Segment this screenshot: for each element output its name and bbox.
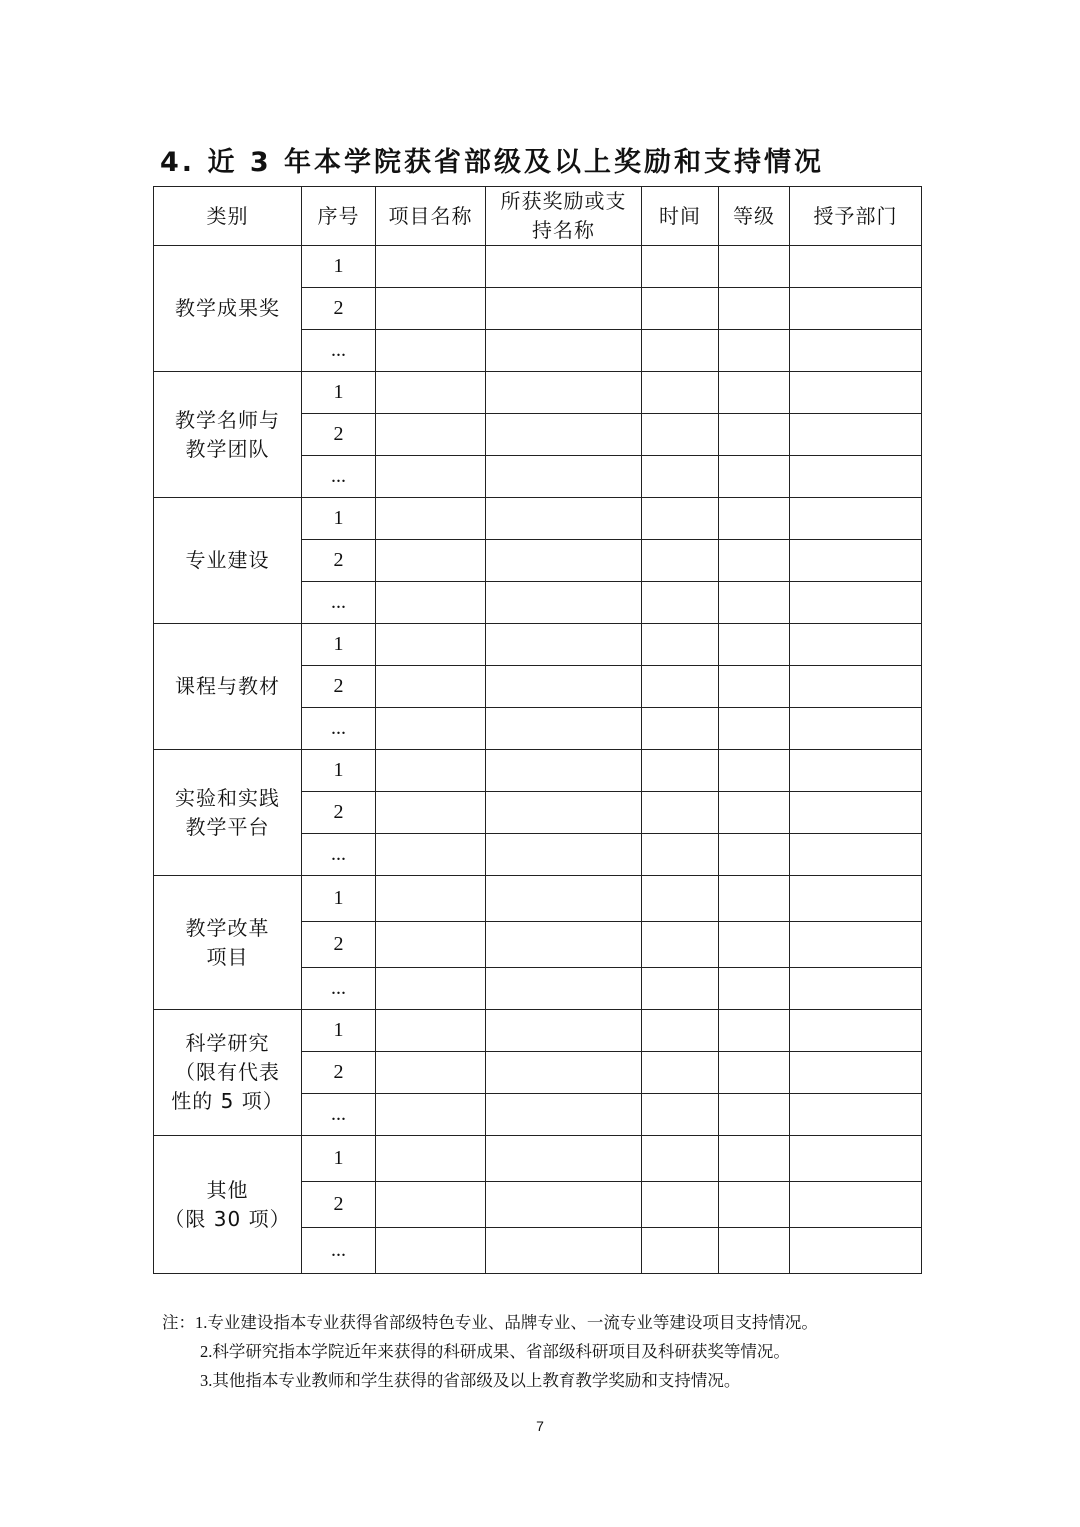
department-cell[interactable] <box>790 1052 922 1094</box>
category-label: 项目 <box>206 944 249 969</box>
seq-cell: ... <box>302 582 376 624</box>
seq-cell: 1 <box>302 498 376 540</box>
awards-table <box>153 186 922 1274</box>
project-name-cell[interactable] <box>376 1052 486 1094</box>
seq-cell: ... <box>302 968 376 1010</box>
level-cell[interactable] <box>719 708 790 750</box>
time-cell[interactable] <box>642 330 719 372</box>
level-cell[interactable] <box>719 456 790 498</box>
project-name-cell[interactable] <box>376 1094 486 1136</box>
seq-cell: 1 <box>302 750 376 792</box>
level-cell[interactable] <box>719 1228 790 1274</box>
seq-cell: 2 <box>302 922 376 968</box>
level-cell[interactable] <box>719 1094 790 1136</box>
notes <box>162 1308 818 1395</box>
department-cell[interactable] <box>790 372 922 414</box>
award-name-cell[interactable] <box>486 666 642 708</box>
note-line: 2.科学研究指本学院近年来获得的科研成果、省部级科研项目及科研获奖等情况。 <box>200 1342 790 1361</box>
category-label: 教学成果奖 <box>175 296 280 320</box>
department-cell[interactable] <box>790 246 922 288</box>
department-cell[interactable] <box>790 582 922 624</box>
category-label: （限有代表 <box>175 1060 280 1084</box>
project-name-cell[interactable] <box>376 330 486 372</box>
level-cell[interactable] <box>719 330 790 372</box>
table-row <box>154 372 922 414</box>
award-name-cell[interactable] <box>486 1136 642 1182</box>
project-name-cell[interactable] <box>376 456 486 498</box>
award-name-cell[interactable] <box>486 498 642 540</box>
page-number: 7 <box>536 1418 544 1434</box>
table-row <box>154 246 922 288</box>
seq-cell: 2 <box>302 288 376 330</box>
award-name-cell[interactable] <box>486 1010 642 1052</box>
category-cell <box>154 876 302 1010</box>
level-cell[interactable] <box>719 922 790 968</box>
department-cell[interactable] <box>790 1136 922 1182</box>
category-label: 专业建设 <box>185 548 270 572</box>
project-name-cell[interactable] <box>376 1010 486 1052</box>
project-name-cell[interactable] <box>376 834 486 876</box>
department-cell[interactable] <box>790 666 922 708</box>
project-name-cell[interactable] <box>376 968 486 1010</box>
level-cell[interactable] <box>719 834 790 876</box>
department-cell[interactable] <box>790 834 922 876</box>
project-name-cell[interactable] <box>376 666 486 708</box>
table-row <box>154 750 922 792</box>
level-cell[interactable] <box>719 792 790 834</box>
award-name-cell[interactable] <box>486 624 642 666</box>
award-name-cell[interactable] <box>486 792 642 834</box>
department-cell[interactable] <box>790 1010 922 1052</box>
seq-cell: 2 <box>302 540 376 582</box>
table-row <box>154 1136 922 1182</box>
level-cell[interactable] <box>719 750 790 792</box>
project-name-cell[interactable] <box>376 922 486 968</box>
category-cell <box>154 750 302 876</box>
award-name-cell[interactable] <box>486 1182 642 1228</box>
level-cell[interactable] <box>719 582 790 624</box>
table-row <box>154 1010 922 1052</box>
time-cell[interactable] <box>642 792 719 834</box>
time-cell[interactable] <box>642 1228 719 1274</box>
level-cell[interactable] <box>719 372 790 414</box>
seq-cell: ... <box>302 834 376 876</box>
award-name-cell[interactable] <box>486 540 642 582</box>
level-cell[interactable] <box>719 876 790 922</box>
award-name-cell[interactable] <box>486 246 642 288</box>
project-name-cell[interactable] <box>376 708 486 750</box>
header-time: 时间 <box>642 187 719 246</box>
time-cell[interactable] <box>642 246 719 288</box>
time-cell[interactable] <box>642 750 719 792</box>
project-name-cell[interactable] <box>376 1136 486 1182</box>
award-name-cell[interactable] <box>486 456 642 498</box>
header-seq: 序号 <box>302 187 376 246</box>
time-cell[interactable] <box>642 1182 719 1228</box>
time-cell[interactable] <box>642 1010 719 1052</box>
department-cell[interactable] <box>790 922 922 968</box>
seq-cell: ... <box>302 708 376 750</box>
award-name-cell[interactable] <box>486 708 642 750</box>
project-name-cell[interactable] <box>376 876 486 922</box>
time-cell[interactable] <box>642 288 719 330</box>
category-label: 其他 <box>206 1177 249 1202</box>
department-cell[interactable] <box>790 624 922 666</box>
time-cell[interactable] <box>642 624 719 666</box>
category-label: 教学平台 <box>185 814 270 839</box>
department-cell[interactable] <box>790 414 922 456</box>
table-row <box>154 876 922 922</box>
time-cell[interactable] <box>642 414 719 456</box>
award-name-cell[interactable] <box>486 288 642 330</box>
time-cell[interactable] <box>642 876 719 922</box>
project-name-cell[interactable] <box>376 498 486 540</box>
department-cell[interactable] <box>790 792 922 834</box>
project-name-cell[interactable] <box>376 540 486 582</box>
seq-cell: 1 <box>302 246 376 288</box>
project-name-cell[interactable] <box>376 372 486 414</box>
time-cell[interactable] <box>642 1094 719 1136</box>
category-label: 教学团队 <box>185 436 270 461</box>
department-cell[interactable] <box>790 288 922 330</box>
time-cell[interactable] <box>642 1052 719 1094</box>
time-cell[interactable] <box>642 372 719 414</box>
department-cell[interactable] <box>790 456 922 498</box>
department-cell[interactable] <box>790 876 922 922</box>
time-cell[interactable] <box>642 708 719 750</box>
category-label: （限 30 项） <box>164 1206 291 1231</box>
note-line: 注：1.专业建设指本专业获得省部级特色专业、品牌专业、一流专业等建设项目支持情况。 <box>162 1313 818 1332</box>
level-cell[interactable] <box>719 968 790 1010</box>
time-cell[interactable] <box>642 1136 719 1182</box>
seq-cell: 1 <box>302 624 376 666</box>
project-name-cell[interactable] <box>376 624 486 666</box>
level-cell[interactable] <box>719 498 790 540</box>
level-cell[interactable] <box>719 666 790 708</box>
project-name-cell[interactable] <box>376 414 486 456</box>
category-cell <box>154 1010 302 1136</box>
seq-cell: ... <box>302 456 376 498</box>
project-name-cell[interactable] <box>376 582 486 624</box>
time-cell[interactable] <box>642 834 719 876</box>
category-label: 课程与教材 <box>175 674 280 698</box>
category-label: 性的 5 项） <box>171 1089 284 1113</box>
category-cell <box>154 498 302 624</box>
department-cell[interactable] <box>790 1228 922 1274</box>
award-name-cell[interactable] <box>486 750 642 792</box>
seq-cell: 1 <box>302 1136 376 1182</box>
seq-cell: 2 <box>302 414 376 456</box>
category-label: 实验和实践 <box>175 785 280 810</box>
department-cell[interactable] <box>790 1182 922 1228</box>
level-cell[interactable] <box>719 1182 790 1228</box>
header-department: 授予部门 <box>790 187 922 246</box>
department-cell[interactable] <box>790 968 922 1010</box>
seq-cell: 2 <box>302 666 376 708</box>
project-name-cell[interactable] <box>376 246 486 288</box>
award-name-cell[interactable] <box>486 876 642 922</box>
time-cell[interactable] <box>642 968 719 1010</box>
table-header-row <box>154 187 922 246</box>
header-award-name: 所获奖励或支持名称 <box>486 187 642 246</box>
level-cell[interactable] <box>719 246 790 288</box>
level-cell[interactable] <box>719 1136 790 1182</box>
time-cell[interactable] <box>642 456 719 498</box>
time-cell[interactable] <box>642 540 719 582</box>
table-row <box>154 498 922 540</box>
department-cell[interactable] <box>790 750 922 792</box>
category-label: 教学名师与 <box>175 407 280 432</box>
time-cell[interactable] <box>642 498 719 540</box>
award-name-cell[interactable] <box>486 834 642 876</box>
project-name-cell[interactable] <box>376 750 486 792</box>
table-body <box>154 246 922 1274</box>
level-cell[interactable] <box>719 540 790 582</box>
category-cell <box>154 1136 302 1274</box>
section-heading: 4. 近 3 年本学院获省部级及以上奖励和支持情况 <box>160 147 825 178</box>
award-name-cell[interactable] <box>486 1228 642 1274</box>
award-name-cell[interactable] <box>486 1094 642 1136</box>
category-cell <box>154 372 302 498</box>
seq-cell: ... <box>302 1228 376 1274</box>
department-cell[interactable] <box>790 498 922 540</box>
level-cell[interactable] <box>719 1010 790 1052</box>
seq-cell: 1 <box>302 1010 376 1052</box>
header-project-name: 项目名称 <box>376 187 486 246</box>
seq-cell: 2 <box>302 792 376 834</box>
department-cell[interactable] <box>790 540 922 582</box>
seq-cell: ... <box>302 1094 376 1136</box>
seq-cell: 1 <box>302 372 376 414</box>
level-cell[interactable] <box>719 624 790 666</box>
award-name-cell[interactable] <box>486 1052 642 1094</box>
department-cell[interactable] <box>790 330 922 372</box>
award-name-cell[interactable] <box>486 330 642 372</box>
seq-cell: 2 <box>302 1182 376 1228</box>
award-name-cell[interactable] <box>486 922 642 968</box>
project-name-cell[interactable] <box>376 792 486 834</box>
seq-cell: 2 <box>302 1052 376 1094</box>
level-cell[interactable] <box>719 1052 790 1094</box>
project-name-cell[interactable] <box>376 1228 486 1274</box>
category-cell <box>154 624 302 750</box>
category-cell <box>154 246 302 372</box>
award-name-cell[interactable] <box>486 968 642 1010</box>
category-label: 教学改革 <box>185 915 270 940</box>
award-name-cell[interactable] <box>486 414 642 456</box>
level-cell[interactable] <box>719 414 790 456</box>
table-row <box>154 624 922 666</box>
header-category: 类别 <box>154 187 302 246</box>
time-cell[interactable] <box>642 922 719 968</box>
award-name-cell[interactable] <box>486 372 642 414</box>
project-name-cell[interactable] <box>376 288 486 330</box>
note-line: 3.其他指本专业教师和学生获得的省部级及以上教育教学奖励和支持情况。 <box>200 1371 741 1390</box>
time-cell[interactable] <box>642 666 719 708</box>
header-level: 等级 <box>719 187 790 246</box>
award-name-cell[interactable] <box>486 582 642 624</box>
seq-cell: ... <box>302 330 376 372</box>
project-name-cell[interactable] <box>376 1182 486 1228</box>
seq-cell: 1 <box>302 876 376 922</box>
department-cell[interactable] <box>790 1094 922 1136</box>
department-cell[interactable] <box>790 708 922 750</box>
category-label: 科学研究 <box>185 1031 270 1055</box>
time-cell[interactable] <box>642 582 719 624</box>
level-cell[interactable] <box>719 288 790 330</box>
